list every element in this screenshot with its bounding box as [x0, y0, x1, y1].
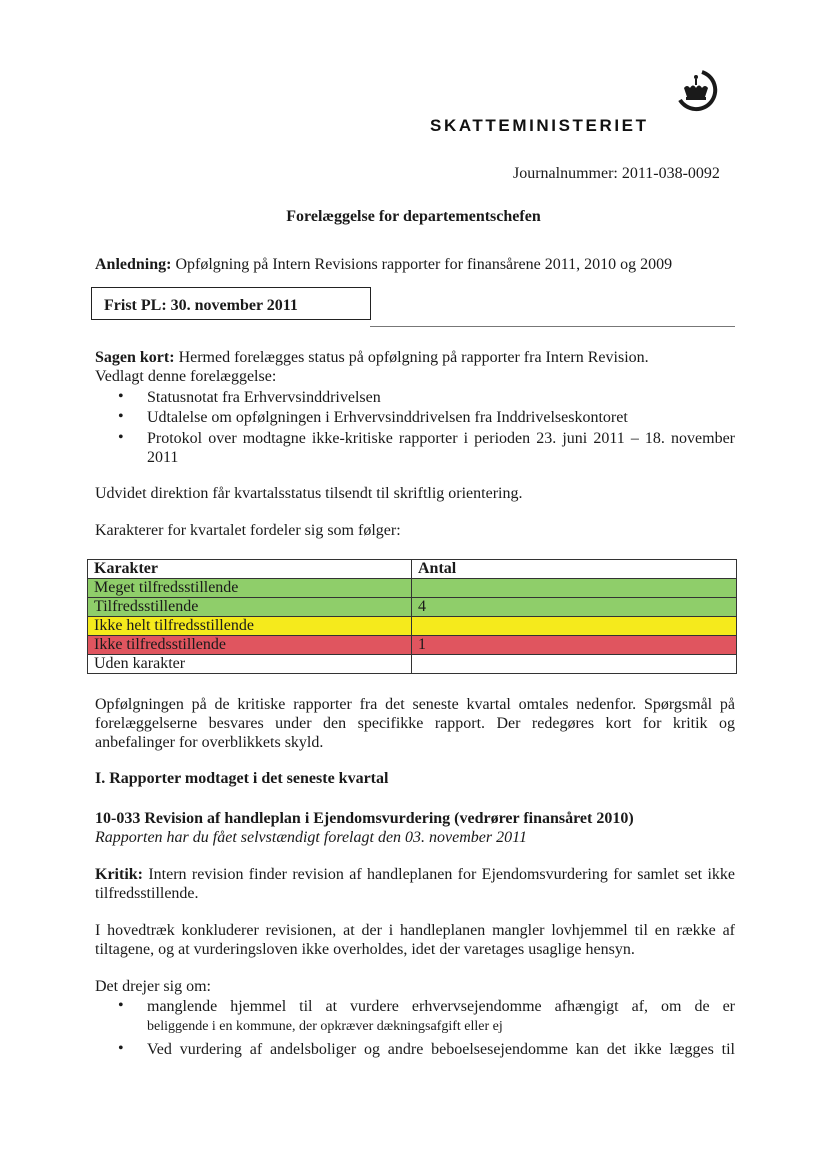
bullet-icon: • — [118, 388, 124, 405]
sagen-text: Hermed forelægges status på opfølgning på rapporter fra Intern Revision. — [174, 349, 649, 366]
divider-line — [370, 326, 735, 327]
table-row — [88, 598, 737, 617]
anledning-label: Anledning: — [95, 256, 172, 273]
issue-item-line2: beliggende i en kommune, der opkræver dækningsafgift eller ej — [147, 1019, 503, 1034]
grade-label: Tilfredsstillende — [88, 598, 412, 617]
section-heading: I. Rapporter modtaget i det seneste kvartal — [95, 770, 389, 787]
header-karakter: Karakter — [88, 560, 412, 579]
sagen-label: Sagen kort: — [95, 349, 175, 366]
grade-label: Uden karakter — [88, 655, 412, 674]
grade-count — [412, 617, 737, 636]
issue-item-line1: manglende hjemmel til at vurdere erhvervsejendomme afhængigt af, om de er — [147, 998, 735, 1015]
grade-count: 1 — [412, 636, 737, 655]
grade-label: Ikke tilfredsstillende — [88, 636, 412, 655]
crown-icon — [672, 66, 720, 114]
karakterer-intro: Karakterer for kvartalet fordeler sig som følger: — [95, 522, 401, 539]
bullet-icon: • — [118, 408, 124, 425]
journal-number: Journalnummer: 2011-038-0092 — [513, 165, 720, 182]
issue-item: Ved vurdering af andelsboliger og andre beboelsesejendomme kan det ikke lægges til — [147, 1041, 735, 1058]
bullet-icon: • — [118, 1040, 124, 1057]
table-header-row — [88, 560, 737, 579]
opfolgning-paragraph: Opfølgningen på de kritiske rapporter fra det seneste kvartal omtales nedenfor. Spørgsmål på forelæggelserne besvares under den specifikke rapport. Der redegøres kort for kritik og anbefalinger for overblikkets skyld. — [95, 696, 735, 751]
report-title: 10-033 Revision af handleplan i Ejendomsvurdering (vedrører finansåret 2010) — [95, 810, 634, 827]
grades-table — [87, 559, 737, 674]
udvidet-paragraph: Udvidet direktion får kvartalsstatus tilsendt til skriftlig orientering. — [95, 485, 523, 502]
drejer-line: Det drejer sig om: — [95, 978, 211, 995]
table-row — [88, 636, 737, 655]
bullet-icon: • — [118, 997, 124, 1014]
table-row — [88, 617, 737, 636]
anledning-line — [95, 256, 672, 274]
report-subtitle: Rapporten har du fået selvstændigt forelagt den 03. november 2011 — [95, 829, 527, 846]
attachment-item: Udtalelse om opfølgningen i Erhvervsinddrivelsen fra Inddrivelseskontoret — [147, 409, 628, 426]
table-row — [88, 655, 737, 674]
attachment-item: Protokol over modtagne ikke-kritiske rapporter i perioden 23. juni 2011 – 18. november 2011 — [147, 430, 735, 466]
sagen-kort-line — [95, 348, 735, 367]
frist-deadline: Frist PL: 30. november 2011 — [104, 297, 298, 314]
grade-count — [412, 579, 737, 598]
table-row — [88, 579, 737, 598]
grade-label: Ikke helt tilfredsstillende — [88, 617, 412, 636]
kritik-label: Kritik: — [95, 866, 143, 883]
document-title: Forelæggelse for departementschefen — [286, 208, 541, 225]
kritik-paragraph — [95, 865, 735, 903]
hovedtraek-paragraph: I hovedtræk konkluderer revisionen, at der i handleplanen mangler lovhjemmel til en række af tiltagene, og at vurderingsloven ikke overholdes, idet der varetages usaglige hensyn. — [95, 922, 735, 958]
anledning-text: Opfølgning på Intern Revisions rapporter for finansårene 2011, 2010 og 2009 — [171, 256, 673, 273]
bullet-icon: • — [118, 429, 124, 446]
kritik-text: Intern revision finder revision af handleplanen for Ejendomsvurdering for samlet set ikke tilfredsstillende. — [95, 866, 735, 902]
attachment-item: Statusnotat fra Erhvervsinddrivelsen — [147, 389, 381, 406]
grade-label: Meget tilfredsstillende — [88, 579, 412, 598]
header-antal: Antal — [412, 560, 737, 579]
grade-count: 4 — [412, 598, 737, 617]
grade-count — [412, 655, 737, 674]
vedlagt-line: Vedlagt denne forelæggelse: — [95, 368, 277, 385]
logo-wordmark: SKATTEMINISTERIET — [430, 116, 649, 135]
